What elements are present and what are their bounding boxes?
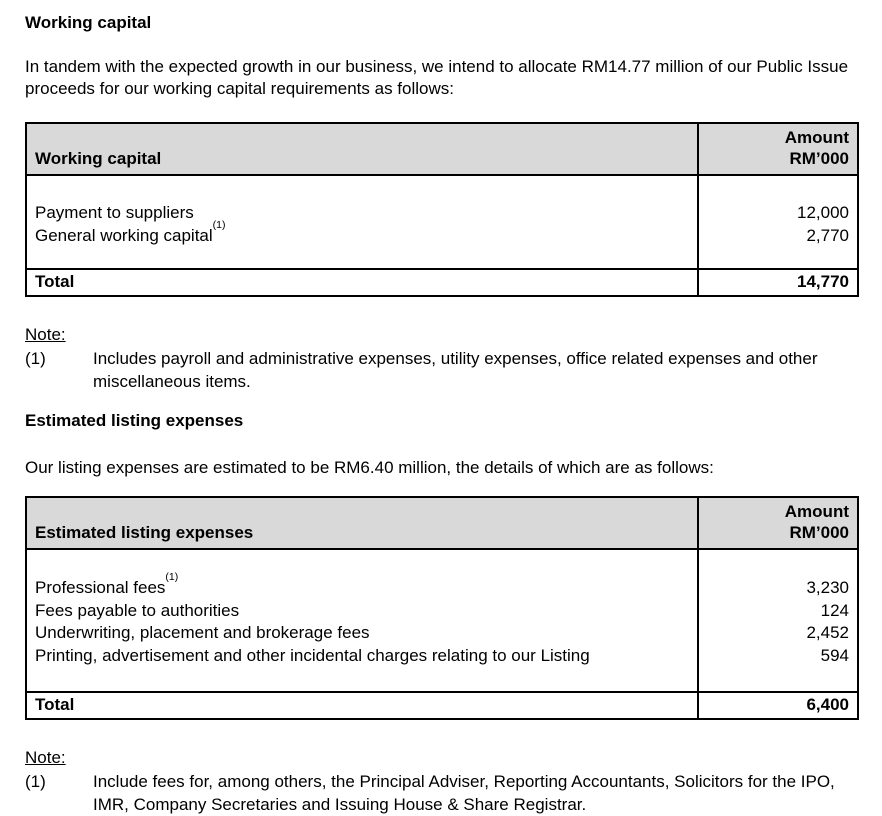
- column-header-working-capital: Working capital: [26, 123, 698, 175]
- working-capital-intro-paragraph: In tandem with the expected growth in our business, we intend to allocate RM14.77 million of our Public Issue proceeds for our working capital requirements as follows:: [25, 57, 849, 98]
- note-item-number: (1): [25, 349, 46, 368]
- section-heading-listing-expenses: Estimated listing expenses: [25, 411, 244, 430]
- item-labels-cell: [26, 549, 698, 692]
- note-item-text: Include fees for, among others, the Principal Adviser, Reporting Accountants, Solicitors for the IPO, IMR, Company Secretaries and Issuing House & Share Registrar.: [93, 772, 835, 814]
- note-item-text: Includes payroll and administrative expenses, utility expenses, office related expenses and other miscellaneous items.: [93, 349, 818, 391]
- note-item-number: (1): [25, 772, 46, 791]
- amount-header-line2: RM’000: [789, 523, 849, 542]
- table-row-amount: 12,000: [797, 203, 849, 222]
- table-row-label: General working capital$^{(1)}$: [35, 218, 226, 245]
- listing-expenses-intro-paragraph: Our listing expenses are estimated to be RM6.40 million, the details of which are as follows:: [25, 458, 714, 477]
- table-total-row: [26, 269, 858, 296]
- working-capital-note: [25, 324, 860, 393]
- column-header-listing-expenses: Estimated listing expenses: [26, 497, 698, 549]
- table-row-amount: 2,770: [806, 225, 849, 245]
- footnote-marker: (1): [212, 218, 226, 231]
- working-capital-table: [25, 122, 859, 297]
- section-heading-working-capital: Working capital: [25, 13, 152, 32]
- total-amount: 14,770: [698, 269, 858, 296]
- amount-header-line1: Amount: [784, 502, 849, 521]
- item-amounts-cell: [698, 175, 858, 269]
- table-row-label: Printing, advertisement and other incidental charges relating to our Listing: [35, 645, 590, 665]
- table-row-amount: 3,230: [806, 578, 849, 597]
- table-row-label: Underwriting, placement and brokerage fees: [35, 623, 370, 642]
- table-row-label: Fees payable to authorities: [35, 600, 240, 620]
- table-row-amount: 124: [820, 600, 849, 620]
- table-total-row: [26, 692, 858, 719]
- amount-header-line2: RM’000: [789, 149, 849, 168]
- table-row-amount: 2,452: [806, 623, 849, 642]
- footnote-marker: (1): [165, 571, 179, 584]
- table-body-row: [26, 175, 858, 269]
- table-row-label: Payment to suppliers: [35, 203, 194, 222]
- column-header-amount: [698, 123, 858, 175]
- table-body-row: [26, 549, 858, 692]
- table-header-row: [26, 123, 858, 175]
- note-title: Note:: [25, 325, 66, 344]
- listing-expenses-table: [25, 496, 859, 720]
- note-item: [25, 770, 860, 816]
- listing-expenses-note: [25, 747, 860, 816]
- note-title: Note:: [25, 748, 66, 767]
- item-amounts-cell: [698, 549, 858, 692]
- table-row-amount: 594: [820, 645, 849, 665]
- table-row-label: Professional fees$^{(1)}$: [35, 571, 179, 597]
- item-labels-cell: [26, 175, 698, 269]
- amount-header-line1: Amount: [784, 128, 849, 147]
- note-item: [25, 347, 860, 393]
- total-label: Total: [26, 692, 698, 719]
- total-amount: 6,400: [698, 692, 858, 719]
- total-label: Total: [26, 269, 698, 296]
- table-header-row: [26, 497, 858, 549]
- column-header-amount: [698, 497, 858, 549]
